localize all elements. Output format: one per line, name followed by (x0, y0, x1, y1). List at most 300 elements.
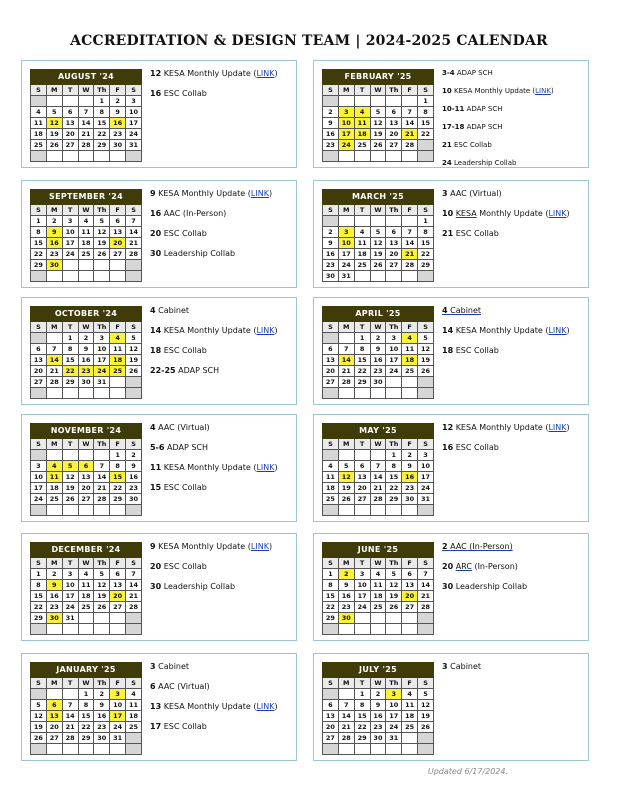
weekday-label: T (354, 322, 370, 333)
empty-day-cell (402, 733, 418, 744)
day-cell: 19 (418, 711, 434, 722)
day-cell: 8 (110, 461, 126, 472)
day-cell: 20 (78, 483, 94, 494)
empty-day-cell (31, 624, 47, 635)
month-title: JUNE '25 (323, 543, 434, 558)
day-cell: 22 (62, 366, 78, 377)
day-cell: 16 (323, 249, 339, 260)
empty-day-cell (31, 388, 47, 399)
day-cell: 25 (354, 260, 370, 271)
empty-day-cell (370, 613, 386, 624)
kesa-link[interactable]: LINK (250, 542, 269, 551)
day-cell: 10 (418, 461, 434, 472)
day-cell: 16 (126, 472, 142, 483)
day-cell: 2 (126, 450, 142, 461)
day-cell: 26 (338, 494, 354, 505)
day-cell: 29 (354, 377, 370, 388)
day-cell: 23 (323, 260, 339, 271)
event-text: KESA Monthly Update ( (163, 463, 257, 472)
weekday-label: F (110, 322, 126, 333)
day-cell: 17 (31, 483, 47, 494)
day-cell: 3 (386, 689, 402, 700)
day-cell: 14 (338, 355, 354, 366)
empty-day-cell (62, 96, 78, 107)
day-cell: 13 (110, 580, 126, 591)
day-cell: 27 (323, 733, 339, 744)
month-title: FEBRUARY '25 (323, 70, 434, 85)
empty-day-cell (94, 624, 110, 635)
day-cell: 6 (110, 569, 126, 580)
weekday-label: T (62, 678, 78, 689)
day-cell: 20 (386, 249, 402, 260)
day-cell: 18 (354, 129, 370, 140)
day-cell: 1 (31, 216, 47, 227)
month-title: MAY '25 (323, 424, 434, 439)
day-cell: 16 (370, 355, 386, 366)
event-text: Leadership Collab (163, 582, 236, 591)
day-cell: 20 (354, 483, 370, 494)
empty-day-cell (354, 388, 370, 399)
event-text: Leadership Collab (455, 582, 528, 591)
day-cell: 6 (110, 216, 126, 227)
event-item (150, 482, 292, 493)
day-cell: 24 (110, 722, 126, 733)
day-cell: 16 (110, 118, 126, 129)
kesa-link[interactable]: LINK (548, 423, 567, 432)
day-cell: 29 (323, 613, 339, 624)
day-cell: 29 (31, 613, 47, 624)
weekday-label: M (46, 678, 62, 689)
day-cell: 24 (354, 602, 370, 613)
event-text: KESA Monthly Update ( (453, 87, 536, 95)
event-text: KESA Monthly Update ( (455, 423, 549, 432)
day-cell: 2 (94, 689, 110, 700)
weekday-label: Th (94, 205, 110, 216)
weekday-label: T (62, 558, 78, 569)
weekday-label: S (126, 439, 142, 450)
day-cell: 13 (386, 238, 402, 249)
day-cell: 21 (62, 722, 78, 733)
mini-calendar (322, 69, 434, 162)
page-title: ACCREDITATION & DESIGN TEAM | 2024-2025 CALENDAR (70, 33, 548, 49)
weekday-label: W (370, 85, 386, 96)
day-cell: 18 (354, 249, 370, 260)
day-cell: 3 (338, 227, 354, 238)
day-cell: 11 (323, 472, 339, 483)
weekday-label: S (418, 439, 434, 450)
empty-day-cell (418, 613, 434, 624)
day-cell: 23 (46, 249, 62, 260)
event-item (442, 325, 584, 336)
event-item (442, 345, 584, 356)
day-cell: 31 (110, 733, 126, 744)
event-date: 11 (150, 463, 162, 472)
day-cell: 6 (323, 344, 339, 355)
empty-day-cell (354, 216, 370, 227)
weekday-label: S (323, 322, 339, 333)
weekday-label: M (338, 205, 354, 216)
empty-day-cell (110, 271, 126, 282)
day-cell: 9 (46, 580, 62, 591)
day-cell: 25 (110, 366, 126, 377)
empty-day-cell (370, 271, 386, 282)
day-cell: 19 (31, 722, 47, 733)
day-cell: 12 (370, 118, 386, 129)
kesa-link[interactable]: LINK (256, 69, 275, 78)
empty-day-cell (46, 388, 62, 399)
updated-note: Updated 6/17/2024. (427, 767, 508, 776)
day-cell: 17 (338, 129, 354, 140)
event-item (150, 561, 292, 572)
empty-day-cell (402, 96, 418, 107)
day-cell: 21 (94, 483, 110, 494)
empty-day-cell (94, 505, 110, 516)
day-cell: 30 (94, 733, 110, 744)
empty-day-cell (370, 388, 386, 399)
empty-day-cell (126, 377, 142, 388)
empty-day-cell (78, 260, 94, 271)
weekday-label: S (31, 205, 47, 216)
weekday-label: Th (386, 439, 402, 450)
event-text: ARC (In-Person) (455, 562, 518, 571)
weekday-label: T (354, 205, 370, 216)
empty-day-cell (402, 505, 418, 516)
day-cell: 28 (94, 494, 110, 505)
event-item (150, 721, 292, 732)
day-cell: 8 (31, 227, 47, 238)
empty-day-cell (78, 151, 94, 162)
event-date: 24 (442, 159, 452, 167)
weekday-label: M (338, 678, 354, 689)
day-cell: 16 (402, 472, 418, 483)
day-cell: 5 (46, 107, 62, 118)
day-cell: 29 (354, 733, 370, 744)
day-cell: 4 (126, 689, 142, 700)
day-cell: 5 (94, 569, 110, 580)
day-cell: 2 (370, 689, 386, 700)
day-cell: 4 (354, 107, 370, 118)
weekday-label: F (402, 85, 418, 96)
day-cell: 29 (94, 140, 110, 151)
event-item (150, 345, 292, 356)
day-cell: 19 (370, 249, 386, 260)
empty-day-cell (338, 505, 354, 516)
day-cell: 19 (338, 483, 354, 494)
day-cell: 5 (31, 700, 47, 711)
empty-day-cell (110, 613, 126, 624)
day-cell: 5 (386, 569, 402, 580)
weekday-label: M (46, 85, 62, 96)
day-cell: 7 (370, 461, 386, 472)
day-cell: 21 (402, 129, 418, 140)
event-text-suffix: ) (566, 423, 570, 432)
weekday-label: S (418, 322, 434, 333)
empty-day-cell (370, 216, 386, 227)
event-text: AAC (Virtual) (450, 189, 502, 198)
day-cell: 28 (338, 733, 354, 744)
event-list (442, 541, 584, 601)
day-cell: 8 (354, 344, 370, 355)
event-text: ADAP SCH (178, 366, 220, 375)
event-list (150, 305, 292, 385)
empty-day-cell (94, 151, 110, 162)
event-text: ESC Collab (455, 346, 499, 355)
weekday-label: Th (94, 678, 110, 689)
weekday-label: F (402, 678, 418, 689)
day-cell: 23 (78, 366, 94, 377)
day-cell: 8 (323, 580, 339, 591)
event-item (442, 122, 584, 133)
day-cell: 28 (402, 260, 418, 271)
event-text: ESC Collab (453, 141, 492, 149)
empty-day-cell (94, 388, 110, 399)
weekday-label: S (323, 558, 339, 569)
empty-day-cell (370, 450, 386, 461)
event-date: 30 (442, 582, 454, 591)
day-cell: 26 (370, 260, 386, 271)
day-cell: 7 (418, 569, 434, 580)
day-cell: 4 (46, 461, 62, 472)
day-cell: 18 (46, 483, 62, 494)
empty-day-cell (46, 96, 62, 107)
weekday-label: T (62, 322, 78, 333)
day-cell: 23 (338, 602, 354, 613)
day-cell: 27 (110, 249, 126, 260)
day-cell: 14 (78, 118, 94, 129)
empty-day-cell (402, 216, 418, 227)
event-item (442, 104, 584, 115)
event-item (150, 305, 292, 316)
day-cell: 19 (94, 591, 110, 602)
day-cell: 18 (31, 129, 47, 140)
event-list (150, 541, 292, 601)
empty-day-cell (354, 624, 370, 635)
day-cell: 23 (323, 140, 339, 151)
day-cell: 20 (402, 591, 418, 602)
day-cell: 9 (110, 107, 126, 118)
day-cell: 24 (386, 722, 402, 733)
day-cell: 23 (46, 602, 62, 613)
day-cell: 28 (418, 602, 434, 613)
event-date: 4 (150, 423, 156, 432)
event-item (150, 462, 292, 473)
empty-day-cell (323, 624, 339, 635)
kesa-link[interactable]: LINK (548, 326, 567, 335)
empty-day-cell (94, 613, 110, 624)
month-panel (313, 60, 589, 168)
weekday-label: W (78, 558, 94, 569)
empty-day-cell (338, 450, 354, 461)
day-cell: 13 (354, 472, 370, 483)
day-cell: 14 (62, 711, 78, 722)
event-date: 10-11 (442, 105, 465, 113)
day-cell: 30 (126, 494, 142, 505)
event-date: 13 (150, 702, 162, 711)
month-panel (313, 297, 589, 405)
weekday-label: T (354, 439, 370, 450)
day-cell: 17 (110, 711, 126, 722)
mini-calendar (30, 189, 142, 282)
day-cell: 28 (370, 494, 386, 505)
event-date: 4 (150, 306, 156, 315)
weekday-label: S (418, 85, 434, 96)
day-cell: 3 (126, 96, 142, 107)
event-date: 20 (442, 562, 454, 571)
event-item (150, 228, 292, 239)
day-cell: 25 (78, 602, 94, 613)
day-cell: 27 (31, 377, 47, 388)
event-list (442, 661, 584, 681)
empty-day-cell (418, 377, 434, 388)
empty-day-cell (418, 733, 434, 744)
day-cell: 12 (94, 227, 110, 238)
empty-day-cell (354, 96, 370, 107)
day-cell: 28 (46, 377, 62, 388)
month-panel (21, 533, 297, 641)
day-cell: 6 (386, 227, 402, 238)
weekday-label: Th (94, 322, 110, 333)
day-cell: 14 (402, 238, 418, 249)
day-cell: 12 (338, 472, 354, 483)
day-cell: 13 (62, 118, 78, 129)
weekday-label: W (370, 558, 386, 569)
weekday-label: M (46, 205, 62, 216)
weekday-label: T (62, 439, 78, 450)
empty-day-cell (31, 333, 47, 344)
kesa-link[interactable]: LINK (256, 326, 275, 335)
day-cell: 22 (323, 602, 339, 613)
event-text: KESA Monthly Update ( (455, 326, 549, 335)
day-cell: 30 (323, 271, 339, 282)
day-cell: 25 (78, 249, 94, 260)
weekday-label: Th (386, 678, 402, 689)
empty-day-cell (62, 624, 78, 635)
day-cell: 15 (94, 118, 110, 129)
kesa-link[interactable]: LINK (548, 209, 567, 218)
event-text: KESA Monthly Update ( (158, 542, 251, 551)
empty-day-cell (62, 388, 78, 399)
day-cell: 31 (338, 271, 354, 282)
empty-day-cell (31, 96, 47, 107)
event-item (442, 561, 584, 572)
kesa-link[interactable]: LINK (256, 702, 275, 711)
day-cell: 18 (402, 711, 418, 722)
day-cell: 8 (418, 227, 434, 238)
day-cell: 24 (62, 602, 78, 613)
day-cell: 3 (418, 450, 434, 461)
month-panel (313, 414, 589, 522)
event-date: 16 (150, 89, 162, 98)
empty-day-cell (126, 624, 142, 635)
day-cell: 21 (370, 483, 386, 494)
day-cell: 12 (418, 700, 434, 711)
weekday-label: S (418, 558, 434, 569)
event-date: 16 (442, 443, 454, 452)
kesa-link[interactable]: LINK (250, 189, 269, 198)
weekday-label: M (46, 558, 62, 569)
day-cell: 3 (94, 333, 110, 344)
event-text: ESC Collab (163, 346, 207, 355)
day-cell: 5 (94, 216, 110, 227)
event-item (442, 228, 584, 239)
event-item (442, 305, 584, 316)
day-cell: 13 (402, 580, 418, 591)
event-text: ADAP SCH (456, 69, 493, 77)
empty-day-cell (386, 271, 402, 282)
weekday-label: T (62, 205, 78, 216)
day-cell: 24 (418, 483, 434, 494)
day-cell: 3 (354, 569, 370, 580)
day-cell: 29 (418, 260, 434, 271)
day-cell: 16 (78, 355, 94, 366)
day-cell: 5 (370, 227, 386, 238)
day-cell: 30 (110, 140, 126, 151)
day-cell: 19 (46, 129, 62, 140)
day-cell: 22 (110, 483, 126, 494)
day-cell: 4 (402, 689, 418, 700)
day-cell: 20 (110, 238, 126, 249)
day-cell: 25 (402, 722, 418, 733)
day-cell: 14 (46, 355, 62, 366)
event-date: 3 (150, 662, 156, 671)
day-cell: 23 (370, 722, 386, 733)
day-cell: 12 (386, 580, 402, 591)
month-panel (21, 60, 297, 168)
empty-day-cell (323, 333, 339, 344)
event-text: Leadership Collab (453, 159, 517, 167)
day-cell: 12 (94, 580, 110, 591)
day-cell: 1 (94, 96, 110, 107)
empty-day-cell (338, 689, 354, 700)
event-item (442, 541, 584, 552)
day-cell: 2 (46, 569, 62, 580)
empty-day-cell (354, 450, 370, 461)
weekday-label: Th (94, 85, 110, 96)
day-cell: 17 (386, 711, 402, 722)
day-cell: 1 (31, 569, 47, 580)
day-cell: 10 (126, 107, 142, 118)
day-cell: 28 (126, 249, 142, 260)
event-text: ESC Collab (163, 229, 207, 238)
day-cell: 15 (418, 118, 434, 129)
month-panel (21, 653, 297, 761)
event-item (150, 88, 292, 99)
day-cell: 4 (354, 227, 370, 238)
day-cell: 28 (402, 140, 418, 151)
event-text: ADAP SCH (466, 123, 503, 131)
empty-day-cell (78, 450, 94, 461)
day-cell: 22 (354, 366, 370, 377)
day-cell: 5 (370, 107, 386, 118)
event-list (150, 68, 292, 108)
empty-day-cell (62, 505, 78, 516)
empty-day-cell (110, 505, 126, 516)
weekday-label: Th (94, 558, 110, 569)
day-cell: 4 (78, 569, 94, 580)
day-cell: 30 (338, 613, 354, 624)
day-cell: 27 (78, 494, 94, 505)
day-cell: 20 (386, 129, 402, 140)
kesa-link[interactable]: LINK (256, 463, 275, 472)
event-item (442, 208, 584, 219)
empty-day-cell (126, 613, 142, 624)
empty-day-cell (46, 271, 62, 282)
event-item (150, 188, 292, 199)
event-list (442, 188, 584, 248)
kesa-link[interactable]: LINK (535, 87, 551, 95)
day-cell: 6 (386, 107, 402, 118)
day-cell: 14 (370, 472, 386, 483)
